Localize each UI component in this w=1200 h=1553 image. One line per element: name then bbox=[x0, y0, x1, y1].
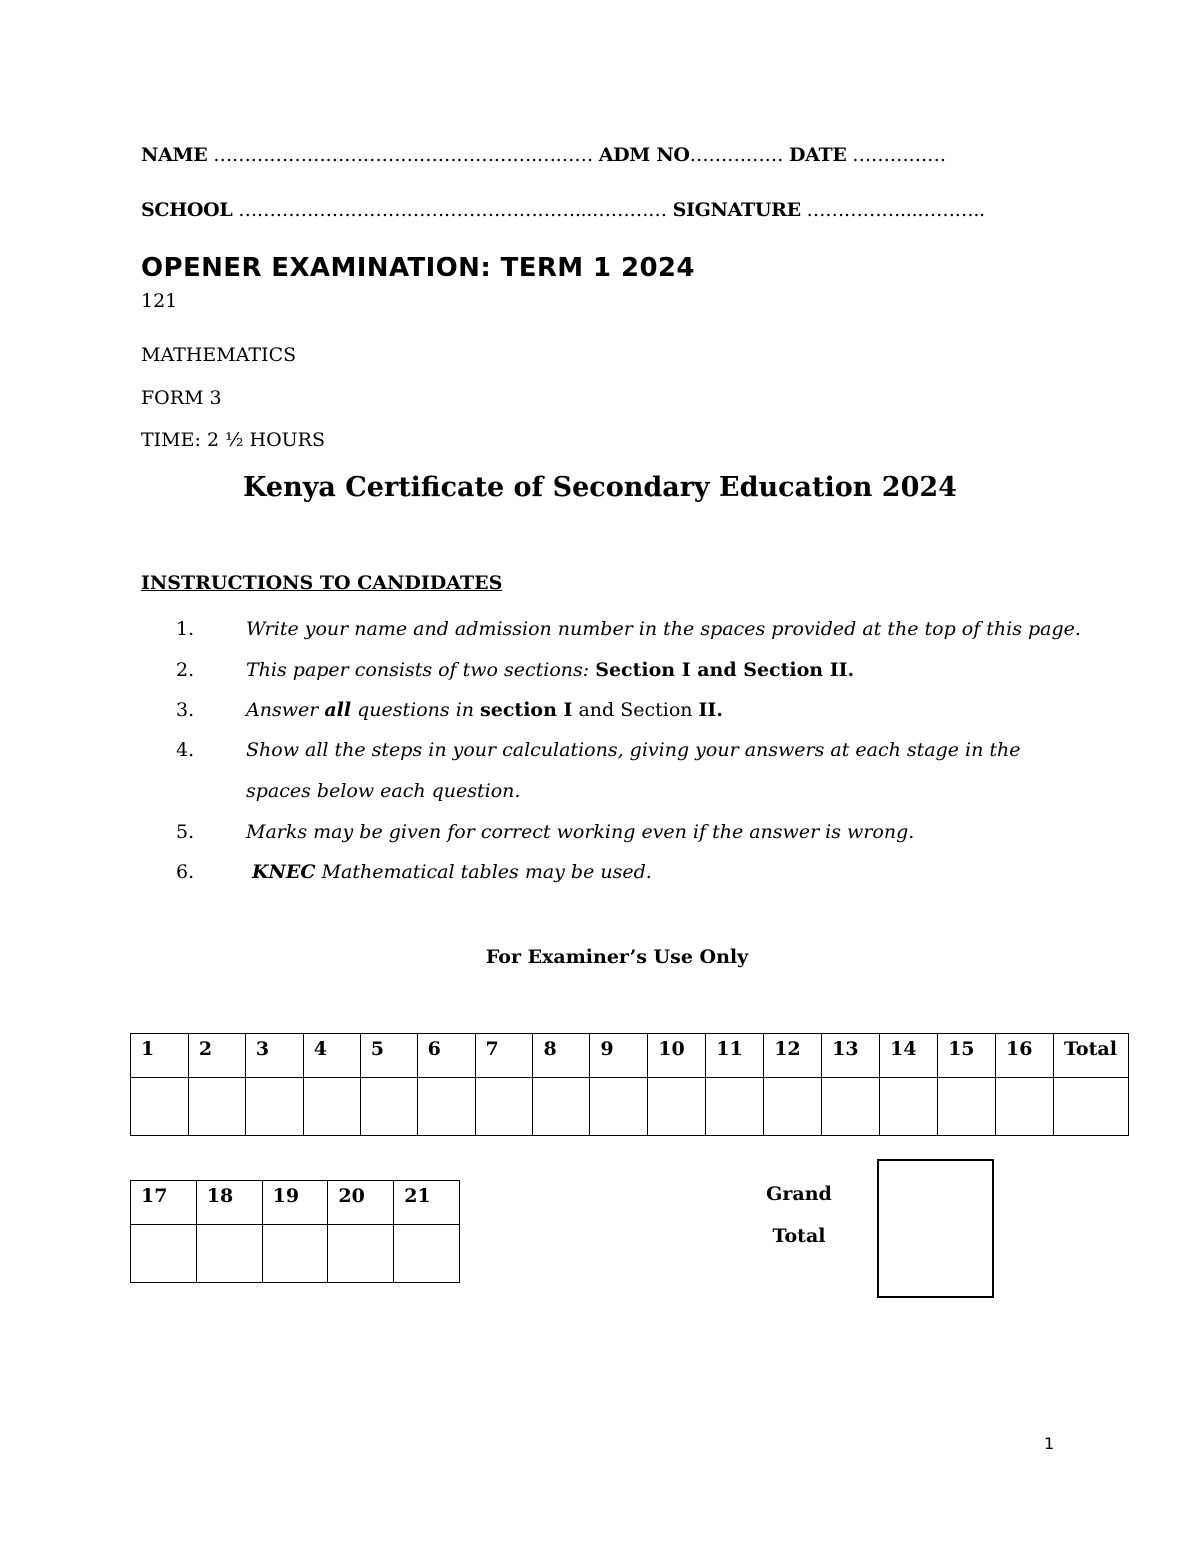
score-cell[interactable] bbox=[475, 1078, 533, 1136]
question-number-cell: 3 bbox=[245, 1034, 303, 1078]
score-row bbox=[131, 1078, 1129, 1136]
all-emphasis: all bbox=[324, 699, 352, 721]
question-numbers-row bbox=[131, 1034, 1129, 1078]
score-cell[interactable] bbox=[245, 1078, 303, 1136]
question-number-cell: 13 bbox=[822, 1034, 880, 1078]
adm-field[interactable]: …………… bbox=[689, 144, 784, 166]
score-row bbox=[131, 1225, 460, 1283]
instruction-number: 5. bbox=[176, 821, 195, 843]
question-number-cell: 5 bbox=[360, 1034, 417, 1078]
score-cell[interactable] bbox=[417, 1078, 475, 1136]
question-number-cell: 1 bbox=[131, 1034, 189, 1078]
question-number-cell: 16 bbox=[996, 1034, 1054, 1078]
section-i-emphasis: section I bbox=[480, 699, 573, 721]
marks-table-2 bbox=[130, 1180, 460, 1283]
score-cell[interactable] bbox=[1053, 1078, 1128, 1136]
school-field[interactable]: ………………………………………………...………… bbox=[238, 199, 667, 221]
examiner-title: For Examiner’s Use Only bbox=[485, 946, 749, 968]
score-cell[interactable] bbox=[360, 1078, 417, 1136]
signature-field[interactable]: ……………...……….. bbox=[806, 199, 985, 221]
grand-label-line: Total bbox=[772, 1225, 826, 1247]
question-numbers-row bbox=[131, 1181, 460, 1225]
question-number-cell: 18 bbox=[196, 1181, 262, 1225]
question-number-cell: Total bbox=[1053, 1034, 1128, 1078]
paper-code: 121 bbox=[141, 290, 178, 312]
question-number-cell: 17 bbox=[131, 1181, 197, 1225]
subject: MATHEMATICS bbox=[141, 344, 297, 366]
instruction-text: Marks may be given for correct working even if the answer is wrong. bbox=[246, 821, 915, 843]
question-number-cell: 4 bbox=[303, 1034, 360, 1078]
question-number-cell: 11 bbox=[706, 1034, 764, 1078]
instruction-number: 3. bbox=[176, 699, 195, 721]
score-cell[interactable] bbox=[328, 1225, 394, 1283]
header-line-2 bbox=[141, 199, 985, 221]
score-cell[interactable] bbox=[533, 1078, 590, 1136]
score-cell[interactable] bbox=[938, 1078, 996, 1136]
question-number-cell: 10 bbox=[648, 1034, 706, 1078]
form-level: FORM 3 bbox=[141, 387, 222, 409]
question-number-cell: 14 bbox=[880, 1034, 938, 1078]
instruction-text: Write your name and admission number in the spaces provided at the top of this page. bbox=[246, 618, 1081, 640]
signature-label: SIGNATURE bbox=[672, 199, 801, 221]
question-number-cell: 6 bbox=[417, 1034, 475, 1078]
question-number-cell: 9 bbox=[590, 1034, 648, 1078]
question-number-cell: 15 bbox=[938, 1034, 996, 1078]
grand-label-line: Grand bbox=[766, 1183, 832, 1205]
instruction-number: 2. bbox=[176, 659, 195, 681]
score-cell[interactable] bbox=[880, 1078, 938, 1136]
question-number-cell: 7 bbox=[475, 1034, 533, 1078]
score-cell[interactable] bbox=[188, 1078, 245, 1136]
score-cell[interactable] bbox=[303, 1078, 360, 1136]
instruction-text: This paper consists of two sections: Section I and Section II. bbox=[246, 659, 855, 681]
score-cell[interactable] bbox=[262, 1225, 328, 1283]
adm-label: ADM NO bbox=[598, 144, 690, 166]
instruction-text: Answer all questions in section I and Section II. bbox=[246, 699, 723, 721]
score-cell[interactable] bbox=[131, 1078, 189, 1136]
score-cell[interactable] bbox=[996, 1078, 1054, 1136]
score-cell[interactable] bbox=[394, 1225, 460, 1283]
score-cell[interactable] bbox=[196, 1225, 262, 1283]
score-cell[interactable] bbox=[131, 1225, 197, 1283]
question-number-cell: 8 bbox=[533, 1034, 590, 1078]
knec-emphasis: KNEC bbox=[252, 861, 316, 883]
time-allowed: TIME: 2 ½ HOURS bbox=[141, 429, 326, 451]
date-label: DATE bbox=[788, 144, 847, 166]
question-number-cell: 20 bbox=[328, 1181, 394, 1225]
header-line-1 bbox=[141, 144, 946, 166]
instruction-number: 4. bbox=[176, 739, 195, 761]
date-field[interactable]: …………… bbox=[852, 144, 946, 166]
exam-title: OPENER EXAMINATION: TERM 1 2024 bbox=[141, 253, 695, 283]
question-number-cell: 19 bbox=[262, 1181, 328, 1225]
score-cell[interactable] bbox=[822, 1078, 880, 1136]
name-field[interactable]: …………………………………………….……… bbox=[213, 144, 593, 166]
sections-emphasis: Section I and Section II. bbox=[595, 659, 855, 681]
question-number-cell: 2 bbox=[188, 1034, 245, 1078]
instruction-number: 1. bbox=[176, 618, 195, 640]
grand-total-label bbox=[752, 1183, 846, 1247]
question-number-cell: 21 bbox=[394, 1181, 460, 1225]
school-label: SCHOOL bbox=[141, 199, 233, 221]
instruction-text: KNEC Mathematical tables may be used. bbox=[252, 861, 652, 883]
instructions-heading: INSTRUCTIONS TO CANDIDATES bbox=[141, 572, 503, 594]
grand-total-box[interactable] bbox=[877, 1159, 994, 1298]
score-cell[interactable] bbox=[706, 1078, 764, 1136]
page-number: 1 bbox=[1044, 1434, 1055, 1453]
name-label: NAME bbox=[141, 144, 208, 166]
question-number-cell: 12 bbox=[764, 1034, 822, 1078]
score-cell[interactable] bbox=[648, 1078, 706, 1136]
instruction-text: spaces below each question. bbox=[246, 780, 521, 802]
score-cell[interactable] bbox=[590, 1078, 648, 1136]
board-title: Kenya Certificate of Secondary Education 2024 bbox=[243, 472, 957, 503]
instruction-text: Show all the steps in your calculations, giving your answers at each stage in the bbox=[246, 739, 1021, 761]
marks-table-1 bbox=[130, 1033, 1129, 1136]
section-ii-emphasis: II. bbox=[698, 699, 723, 721]
score-cell[interactable] bbox=[764, 1078, 822, 1136]
instruction-number: 6. bbox=[176, 861, 195, 883]
